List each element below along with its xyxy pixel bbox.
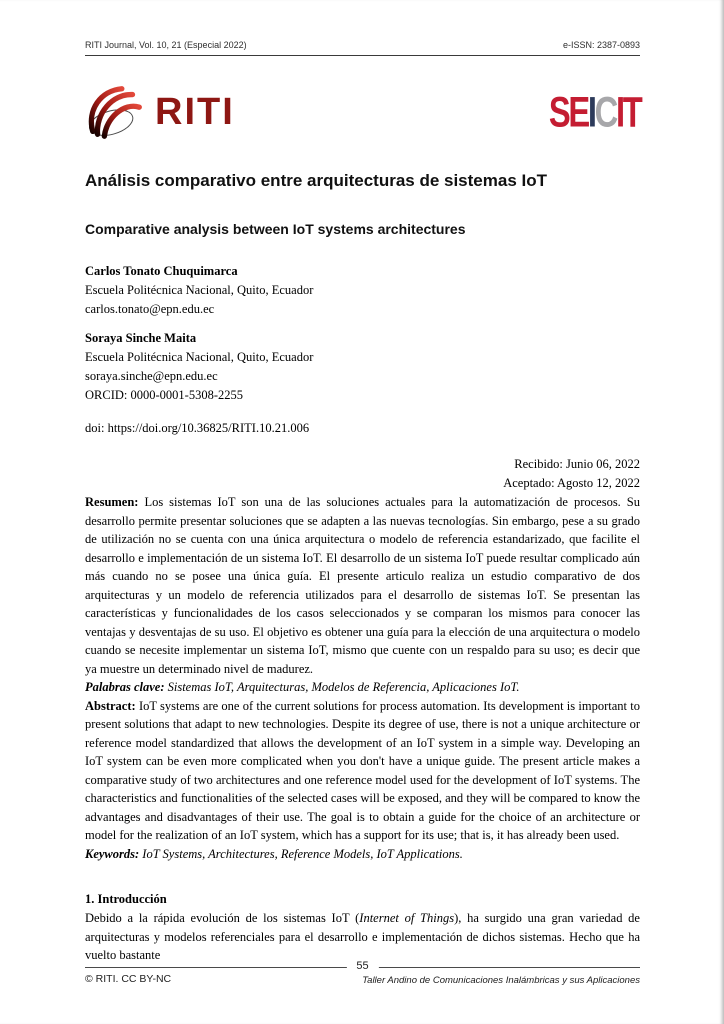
title-spanish: Análisis comparativo entre arquitecturas de sistemas IoT xyxy=(85,171,547,190)
copyright-notice: © RITI. CC BY-NC xyxy=(85,973,172,985)
seicit-logo xyxy=(548,87,640,136)
author-email[interactable]: soraya.sinche@epn.edu.ec xyxy=(85,369,218,383)
intro-text-after: ), ha surgido una gran variedad de arquitecturas y modelos referenciales para el desarrollo e implementación de dichos sistemas. Hecho que ha vuelto bastante xyxy=(85,911,640,962)
doi-link[interactable]: doi: https://doi.org/10.36825/RITI.10.21.006 xyxy=(85,421,310,435)
author-email[interactable]: carlos.tonato@epn.edu.ec xyxy=(85,302,215,316)
riti-logo xyxy=(85,81,235,143)
logos-row xyxy=(85,80,640,144)
resumen-paragraph xyxy=(85,493,640,678)
dates-block xyxy=(85,455,640,493)
resumen-label: Resumen: xyxy=(85,495,139,509)
seicit-letters-se: SE xyxy=(548,87,588,136)
palabras-clave-label: Palabras clave: xyxy=(85,680,165,694)
palabras-clave-text: Sistemas IoT, Arquitecturas, Modelos de Referencia, Aplicaciones IoT. xyxy=(167,680,520,694)
seicit-letter-i: I xyxy=(587,87,595,136)
intro-text-italic: Internet of Things xyxy=(359,911,455,925)
author-affiliation: Escuela Politécnica Nacional, Quito, Ecuador xyxy=(85,350,314,364)
keywords-text: IoT Systems, Architectures, Reference Models, IoT Applications. xyxy=(142,846,463,861)
riti-swoosh-icon xyxy=(85,81,147,143)
received-date: Recibido: Junio 06, 2022 xyxy=(514,457,640,471)
accepted-date: Aceptado: Agosto 12, 2022 xyxy=(503,476,640,490)
journal-reference: RITI Journal, Vol. 10, 21 (Especial 2022) xyxy=(85,40,247,50)
keywords-label: Keywords: xyxy=(85,846,140,861)
running-head xyxy=(85,40,640,56)
author-name: Soraya Sinche Maita xyxy=(85,331,197,345)
page-footer xyxy=(85,960,640,986)
seicit-letter-c: C xyxy=(594,87,616,136)
author-name: Carlos Tonato Chuquimarca xyxy=(85,264,238,278)
seicit-letters-it: IT xyxy=(615,87,640,136)
intro-text-before: Debido a la rápida evolución de los sistemas IoT ( xyxy=(85,911,360,925)
resumen-text: Los sistemas IoT son una de las soluciones actuales para la automatización de procesos. Su desarrollo permite presentar soluciones que se adapten a las nuevas tecnologías. Sin embargo, pese a su grado de utilización no se cuenta con una única arquitectura o modelo de referencia estandarizado, que facilite el desarrollo e implementación de un sistema IoT. El desarrollo de un sistema IoT puede resultar complicado aún más cuando no se posee una única guía. El presente articulo realiza un estudio comparativo de dos arquitecturas y un modelo de referencia utilizados para el desarrollo de sistemas IoT. Se presentan las características y funcionalidades de los casos seleccionados y se comparan los mismos para conocer las ventajas y desventajas de su uso. El objetivo es obtener una guía para la elección de una arquitectura o modelo cuando se necesite implementar un sistema IoT, mismo que cuente con un respaldo para su uso; es decir que ya muestre un determinado nivel de madurez. xyxy=(85,495,640,676)
section-heading-introduccion: 1. Introducción xyxy=(85,892,167,906)
keywords xyxy=(85,845,640,864)
palabras-clave xyxy=(85,678,640,697)
conference-name: Taller Andino de Comunicaciones Inalámbricas y sus Aplicaciones xyxy=(362,975,640,986)
title-english: Comparative analysis between IoT systems architectures xyxy=(85,221,466,237)
author-orcid: ORCID: 0000-0001-5308-2255 xyxy=(85,388,243,402)
riti-wordmark: RITI xyxy=(155,91,235,133)
abstract-label: Abstract: xyxy=(85,698,136,713)
page-number: 55 xyxy=(346,960,378,972)
intro-paragraph xyxy=(85,909,640,965)
author-block-1 xyxy=(85,262,640,319)
abstract-paragraph xyxy=(85,697,640,845)
author-affiliation: Escuela Politécnica Nacional, Quito, Ecuador xyxy=(85,283,314,297)
issn-label: e-ISSN: 2387-0893 xyxy=(562,40,640,50)
abstract-text: IoT systems are one of the current solutions for process automation. Its development is important to present solutions that adapt to new technologies. Despite its degree of use, there is not a unique architecture or reference model standardized that allows the development of an IoT system in a simple way. Developing an IoT system can be even more complicated when you don't have a unique guide. The present article makes a comparative study of two architectures and one reference model used for the development of IoT systems. The characteristics and functionalities of the selected cases will be exposed, and they will be compared to know the advantages and disadvantages of their use. The goal is to obtain a guide for the choice of an architecture or model for the realization of an IoT system, which has a support for its use; that is, it has already been used. xyxy=(85,698,641,842)
author-block-2 xyxy=(85,329,640,405)
